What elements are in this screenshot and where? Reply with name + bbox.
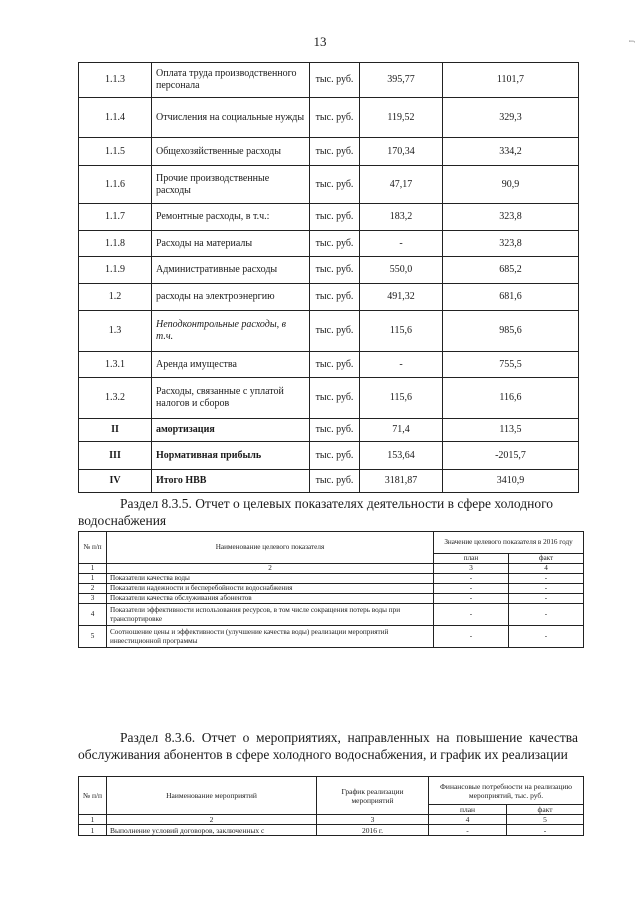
edge-mark: ſ	[627, 40, 636, 43]
section-heading-836: Раздел 8.3.6. Отчет о мероприятиях, направленных на повышение качества обслуживания абонентов в сфере холодного водоснабжения, и график их реализации	[78, 730, 578, 762]
row-code: 1.1.8	[79, 231, 152, 257]
row-fact-value: 329,3	[443, 98, 579, 138]
row-code: 1.1.9	[79, 257, 152, 284]
target-indicators-table	[78, 531, 584, 648]
index-cell: 4	[429, 815, 507, 825]
row-code: 1.1.7	[79, 204, 152, 231]
expenses-table	[78, 62, 579, 493]
index-cell: 2	[107, 815, 317, 825]
row-name: Выполнение условий договоров, заключенных с	[107, 825, 317, 836]
row-fact-value: 685,2	[443, 257, 579, 284]
header-value: Значение целевого показателя в 2016 году	[434, 532, 584, 554]
measures-table	[78, 776, 584, 836]
row-plan-value: -	[429, 825, 507, 836]
row-num: 2	[79, 584, 107, 594]
table-row	[79, 257, 579, 284]
table-row	[79, 419, 579, 442]
row-code: III	[79, 442, 152, 470]
row-plan-value: -	[434, 604, 509, 626]
row-unit: тыс. руб.	[310, 442, 360, 470]
header-fact: факт	[509, 554, 584, 564]
table-row	[79, 63, 579, 98]
row-name: Общехозяйственные расходы	[152, 138, 310, 166]
row-name: Нормативная прибыль	[152, 442, 310, 470]
header-plan: план	[434, 554, 509, 564]
row-fact-value: 116,6	[443, 378, 579, 419]
row-plan-value: 395,77	[360, 63, 443, 98]
index-cell: 2	[107, 564, 434, 574]
header-finance: Финансовые потребности на реализацию мероприятий, тыс. руб.	[429, 777, 584, 805]
row-fact-value: 681,6	[443, 284, 579, 311]
header-schedule: График реализации мероприятий	[317, 777, 429, 815]
row-unit: тыс. руб.	[310, 284, 360, 311]
table-row	[79, 584, 584, 594]
row-fact-value: -	[509, 584, 584, 594]
table-row	[79, 231, 579, 257]
row-plan-value: -	[434, 626, 509, 648]
row-fact-value: -	[509, 574, 584, 584]
row-unit: тыс. руб.	[310, 204, 360, 231]
row-name: Оплата труда производственного персонала	[152, 63, 310, 98]
row-fact-value: -2015,7	[443, 442, 579, 470]
table-row	[79, 442, 579, 470]
row-fact-value: 3410,9	[443, 470, 579, 493]
row-plan-value: 550,0	[360, 257, 443, 284]
row-unit: тыс. руб.	[310, 352, 360, 378]
row-plan-value: 170,34	[360, 138, 443, 166]
index-cell: 3	[434, 564, 509, 574]
row-plan-value: -	[360, 231, 443, 257]
row-unit: тыс. руб.	[310, 98, 360, 138]
expenses-table-body	[79, 63, 579, 493]
table-row	[79, 284, 579, 311]
row-code: 1.1.5	[79, 138, 152, 166]
header-fact: факт	[507, 805, 584, 815]
row-code: 1.3.1	[79, 352, 152, 378]
table-row	[79, 166, 579, 204]
row-plan-value: 491,32	[360, 284, 443, 311]
table-row	[79, 311, 579, 352]
row-code: 1.3	[79, 311, 152, 352]
header-plan: план	[429, 805, 507, 815]
row-num: 1	[79, 825, 107, 836]
row-name: Показатели качества обслуживания абонентов	[107, 594, 434, 604]
row-plan-value: 183,2	[360, 204, 443, 231]
index-cell: 1	[79, 564, 107, 574]
table-row	[79, 594, 584, 604]
header-name: Наименование целевого показателя	[107, 532, 434, 564]
page-number: 13	[313, 34, 327, 49]
row-fact-value: 323,8	[443, 231, 579, 257]
row-name: Расходы, связанные с уплатой налогов и сборов	[152, 378, 310, 419]
header-name: Наименование мероприятий	[107, 777, 317, 815]
table-row	[79, 138, 579, 166]
table-row	[79, 604, 584, 626]
row-name: Неподконтрольные расходы, в т.ч.	[152, 311, 310, 352]
table-index-row	[79, 564, 584, 574]
row-fact-value: 90,9	[443, 166, 579, 204]
row-unit: тыс. руб.	[310, 166, 360, 204]
index-cell: 4	[509, 564, 584, 574]
table-row	[79, 352, 579, 378]
row-name: Итого НВВ	[152, 470, 310, 493]
table-row	[79, 98, 579, 138]
row-name: Расходы на материалы	[152, 231, 310, 257]
row-code: 1.2	[79, 284, 152, 311]
row-fact-value: 755,5	[443, 352, 579, 378]
row-name: Показатели надежности и бесперебойности водоснабжения	[107, 584, 434, 594]
row-plan-value: 153,64	[360, 442, 443, 470]
row-plan-value: -	[434, 594, 509, 604]
row-plan-value: 115,6	[360, 311, 443, 352]
row-fact-value: 985,6	[443, 311, 579, 352]
header-num: № п/п	[79, 532, 107, 564]
section-heading-835: Раздел 8.3.5. Отчет о целевых показателях деятельности в сфере холодного водоснабжения	[78, 496, 554, 528]
header-num: № п/п	[79, 777, 107, 815]
table-row	[79, 204, 579, 231]
row-plan-value: -	[434, 574, 509, 584]
row-unit: тыс. руб.	[310, 63, 360, 98]
table-index-row	[79, 815, 584, 825]
row-fact-value: -	[507, 825, 584, 836]
row-code: 1.1.6	[79, 166, 152, 204]
row-unit: тыс. руб.	[310, 378, 360, 419]
row-code: 1.1.4	[79, 98, 152, 138]
row-plan-value: 71,4	[360, 419, 443, 442]
row-name: Аренда имущества	[152, 352, 310, 378]
row-fact-value: -	[509, 594, 584, 604]
row-name: Показатели эффективности использования ресурсов, в том числе сокращения потерь воды при транспортировке	[107, 604, 434, 626]
row-unit: тыс. руб.	[310, 257, 360, 284]
row-fact-value: 113,5	[443, 419, 579, 442]
row-plan-value: 3181,87	[360, 470, 443, 493]
row-fact-value: -	[509, 626, 584, 648]
row-name: расходы на электроэнергию	[152, 284, 310, 311]
table-row	[79, 574, 584, 584]
row-fact-value: -	[509, 604, 584, 626]
table-header-row	[79, 532, 584, 554]
row-name: Прочие производственные расходы	[152, 166, 310, 204]
row-name: амортизация	[152, 419, 310, 442]
row-unit: тыс. руб.	[310, 311, 360, 352]
row-fact-value: 323,8	[443, 204, 579, 231]
row-plan-value: -	[360, 352, 443, 378]
index-cell: 1	[79, 815, 107, 825]
row-fact-value: 334,2	[443, 138, 579, 166]
row-unit: тыс. руб.	[310, 419, 360, 442]
row-name: Показатели качества воды	[107, 574, 434, 584]
row-code: 1.1.3	[79, 63, 152, 98]
table-header-row	[79, 777, 584, 805]
row-schedule: 2016 г.	[317, 825, 429, 836]
row-num: 3	[79, 594, 107, 604]
row-code: IV	[79, 470, 152, 493]
table-row	[79, 825, 584, 836]
table-row	[79, 470, 579, 493]
row-name: Административные расходы	[152, 257, 310, 284]
row-num: 5	[79, 626, 107, 648]
row-num: 1	[79, 574, 107, 584]
row-name: Ремонтные расходы, в т.ч.:	[152, 204, 310, 231]
row-plan-value: 47,17	[360, 166, 443, 204]
row-code: 1.3.2	[79, 378, 152, 419]
row-unit: тыс. руб.	[310, 138, 360, 166]
row-code: II	[79, 419, 152, 442]
index-cell: 3	[317, 815, 429, 825]
row-unit: тыс. руб.	[310, 470, 360, 493]
row-plan-value: 115,6	[360, 378, 443, 419]
row-name: Соотношение цены и эффективности (улучшение качества воды) реализации мероприятий инвестиционной программы	[107, 626, 434, 648]
row-name: Отчисления на социальные нужды	[152, 98, 310, 138]
row-plan-value: -	[434, 584, 509, 594]
table-row	[79, 378, 579, 419]
row-unit: тыс. руб.	[310, 231, 360, 257]
target-indicators-body	[79, 574, 584, 648]
index-cell: 5	[507, 815, 584, 825]
row-plan-value: 119,52	[360, 98, 443, 138]
measures-body	[79, 825, 584, 836]
row-num: 4	[79, 604, 107, 626]
table-row	[79, 626, 584, 648]
row-fact-value: 1101,7	[443, 63, 579, 98]
